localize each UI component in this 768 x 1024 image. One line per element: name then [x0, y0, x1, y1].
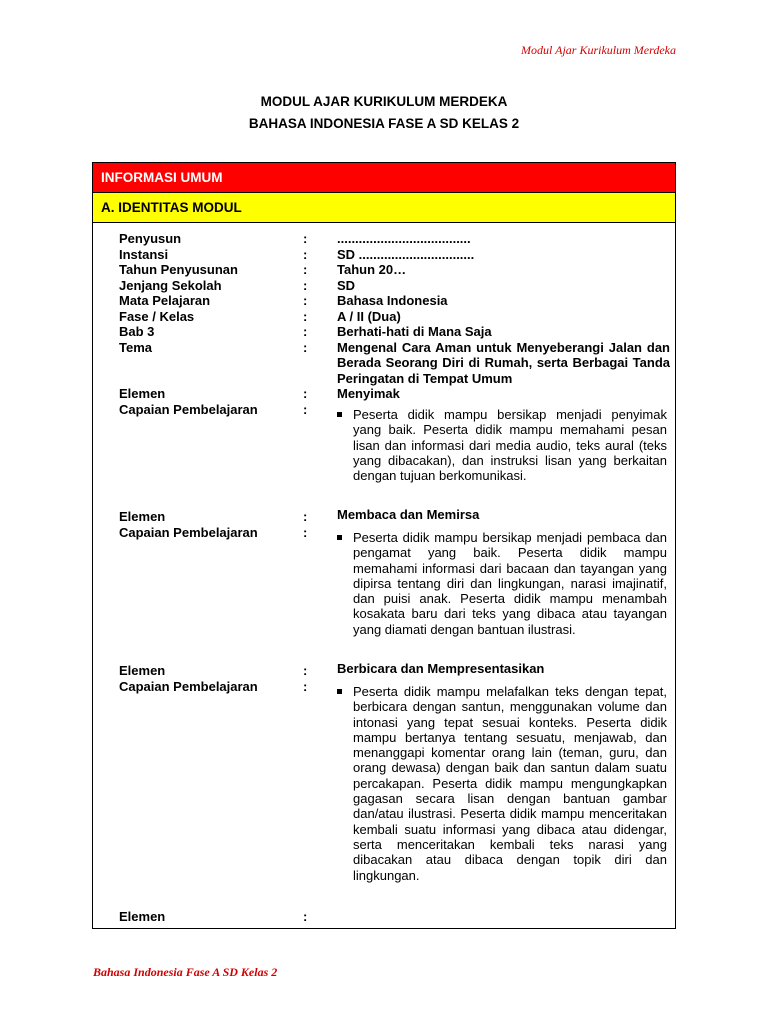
colon: :	[303, 524, 308, 540]
label-jenjang-sekolah: Jenjang Sekolah	[119, 277, 222, 293]
label-elemen: Elemen	[119, 386, 166, 401]
value-jenjang-sekolah: SD	[337, 277, 356, 293]
value-elemen-berbicara: Berbicara dan Mempresentasikan	[337, 661, 545, 676]
value-penyusun: .....................................	[337, 231, 471, 246]
value-fase-kelas: A / II (Dua)	[337, 308, 401, 324]
label-capaian-pembelajaran: Capaian Pembelajaran	[119, 678, 258, 694]
colon: :	[303, 339, 308, 355]
label-instansi: Instansi	[119, 246, 169, 262]
value-bab: Berhati-hati di Mana Saja	[337, 324, 492, 339]
value-elemen-membaca-memirsa: Membaca dan Memirsa	[337, 507, 480, 522]
colon: :	[303, 308, 308, 324]
colon: :	[303, 678, 308, 694]
value-tahun-penyusunan: Tahun 20…	[337, 262, 407, 277]
label-bab: Bab 3	[119, 324, 155, 339]
label-capaian-pembelajaran: Capaian Pembelajaran	[119, 524, 258, 540]
colon: :	[303, 277, 308, 293]
colon: :	[303, 663, 308, 678]
colon: :	[303, 401, 308, 417]
colon: :	[303, 509, 308, 524]
document-title: MODUL AJAR KURIKULUM MERDEKA	[260, 94, 508, 109]
colon: :	[303, 262, 308, 277]
bullet-icon	[337, 412, 342, 417]
value-elemen-menyimak: Menyimak	[337, 386, 400, 401]
label-mata-pelajaran: Mata Pelajaran	[119, 293, 211, 308]
label-tema: Tema	[119, 339, 152, 355]
label-elemen: Elemen	[119, 909, 166, 924]
colon: :	[303, 386, 308, 401]
bullet-icon	[337, 689, 342, 694]
colon: :	[303, 909, 308, 924]
capaian-berbicara-text: Peserta didik mampu melafalkan teks dengan tepat, berbicara dengan santun, menggunakan volume dan intonasi yang tepat sesuai konteks. Peserta didik mampu bertanya tentang sesuatu, menjawab, dan menanggapi komentar orang lain (teman, guru, dan orang dewasa) dengan baik dan santun dalam suatu percakapan. Peserta didik mampu mengungkapkan gagasan secara lisan dengan bantuan gambar dan/atau ilustrasi. Peserta didik mampu menceritakan kembali suatu informasi yang dibaca atau didengar, serta menceritakan kembali teks narasi yang dibacakan atau dibaca dengan topik diri dan lingkungan.	[353, 684, 667, 883]
value-instansi: SD ................................	[337, 246, 475, 262]
module-table	[92, 162, 676, 929]
capaian-menyimak-text: Peserta didik mampu bersikap menjadi penyimak yang baik. Peserta didik mampu memahami pesan lisan dan informasi dari media audio, teks aural (teks yang dibacakan), dan instruksi lisan yang berkaitan dengan tujuan berkomunikasi.	[353, 407, 667, 484]
capaian-menyimak	[337, 407, 667, 483]
section-general-info: INFORMASI UMUM	[93, 163, 675, 193]
colon: :	[303, 246, 308, 262]
running-footer: Bahasa Indonesia Fase A SD Kelas 2	[93, 965, 278, 979]
bullet-icon	[337, 535, 342, 540]
label-capaian-pembelajaran: Capaian Pembelajaran	[119, 401, 258, 417]
section-module-identity: A. IDENTITAS MODUL	[93, 193, 675, 223]
label-elemen: Elemen	[119, 663, 166, 678]
value-tema: Mengenal Cara Aman untuk Menyeberangi Jalan dan Berada Seorang Diri di Rumah, serta Berbagai Tanda Peringatan di Tempat Umum	[337, 339, 670, 386]
colon: :	[303, 231, 308, 246]
label-tahun-penyusunan: Tahun Penyusunan	[119, 262, 238, 277]
capaian-membaca-memirsa-text: Peserta didik mampu bersikap menjadi pembaca dan pengamat yang baik. Peserta didik mampu memahami informasi dari bacaan dan tayangan yang dipirsa tentang diri dan lingkungan, narasi imajinatif, dan puisi anak. Peserta didik mampu menambah kosakata baru dari teks yang dibaca atau tayangan yang diamati dengan bantuan ilustrasi.	[353, 530, 667, 637]
capaian-berbicara	[337, 684, 667, 883]
colon: :	[303, 293, 308, 308]
label-elemen: Elemen	[119, 509, 166, 524]
document-subtitle: BAHASA INDONESIA FASE A SD KELAS 2	[248, 116, 520, 131]
label-fase-kelas: Fase / Kelas	[119, 308, 195, 324]
value-mata-pelajaran: Bahasa Indonesia	[337, 293, 448, 308]
label-penyusun: Penyusun	[119, 231, 182, 246]
running-header: Modul Ajar Kurikulum Merdeka	[521, 43, 676, 57]
colon: :	[303, 324, 308, 339]
capaian-membaca-memirsa	[337, 530, 667, 637]
